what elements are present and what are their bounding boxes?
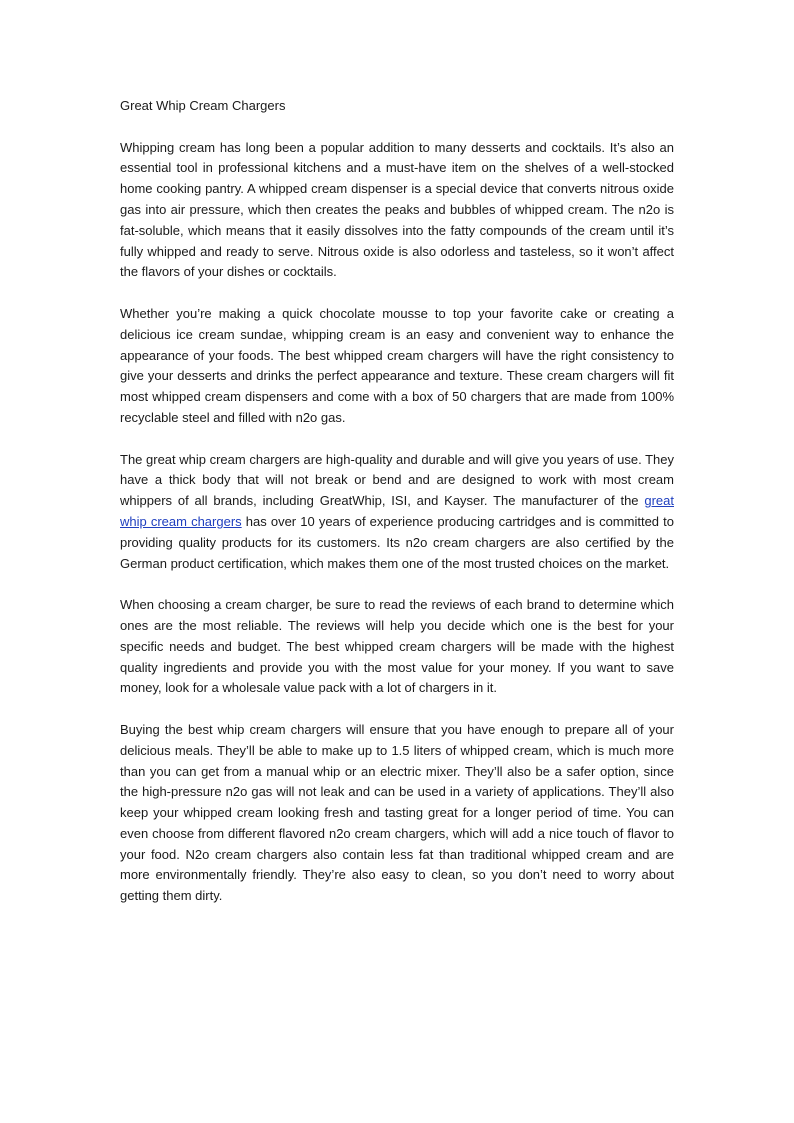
great-whip-cream-chargers-link[interactable]: great whip cream chargers (120, 493, 674, 529)
paragraph-choosing: When choosing a cream charger, be sure to read the reviews of each brand to determine which ones are the most reliable. The reviews will help you decide which one is the best for your specific needs and budget. The best whipped cream chargers will be made with the highest quality ingredients and provide you with the most value for your money. If you want to save money, look for a wholesale value pack with a lot of chargers in it. (120, 597, 674, 696)
document-page (120, 96, 674, 928)
document-title: Great Whip Cream Chargers (120, 98, 286, 113)
paragraph-quality-text-after: has over 10 years of experience producing cartridges and is committed to providing quality products for its customers. Its n2o cream chargers are also certified by the German product certification, which makes them one of the most trusted choices on the market. (120, 513, 674, 571)
paragraph-usage: Whether you’re making a quick chocolate mousse to top your favorite cake or creating a delicious ice cream sundae, whipping cream is an easy and convenient way to enhance the appearance of your foods. The best whipped cream chargers will have the right consistency to give your desserts and drinks the perfect appearance and texture. These cream chargers will fit most whipped cream dispensers and come with a box of 50 chargers that are made from 100% recyclable steel and filled with n2o gas. (120, 305, 674, 425)
paragraph-buying: Buying the best whip cream chargers will ensure that you have enough to prepare all of your delicious meals. They’ll be able to make up to 1.5 liters of whipped cream, which is much more than you can get from a manual whip or an electric mixer. They’ll also be a safer option, since the high-pressure n2o gas will not leak and can be used in a variety of applications. They’ll also keep your whipped cream looking fresh and tasting great for a longer period of time. You can even choose from different flavored n2o cream chargers, which will add a nice touch of flavor to your food. N2o cream chargers also contain less fat than traditional whipped cream and are more environmentally friendly. They’re also easy to clean, so you don’t need to worry about getting them dirty. (120, 721, 674, 904)
paragraph-quality-text-before: The great whip cream chargers are high-quality and durable and will give you years of use. They have a thick body that will not break or bend and are designed to work with most cream whippers of all brands, including GreatWhip, ISI, and Kayser. The manufacturer of the (120, 451, 675, 509)
paragraph-quality (120, 450, 674, 575)
paragraph-intro: Whipping cream has long been a popular addition to many desserts and cocktails. It’s also an essential tool in professional kitchens and a must-have item on the shelves of a well-stocked home cooking pantry. A whipped cream dispenser is a special device that converts nitrous oxide gas into air pressure, which then creates the peaks and bubbles of whipped cream. The n2o is fat-soluble, which means that it easily dissolves into the fatty compounds of the cream until it’s fully whipped and ready to serve. Nitrous oxide is also odorless and tasteless, so it won’t affect the flavors of your dishes or cocktails. (120, 139, 674, 280)
